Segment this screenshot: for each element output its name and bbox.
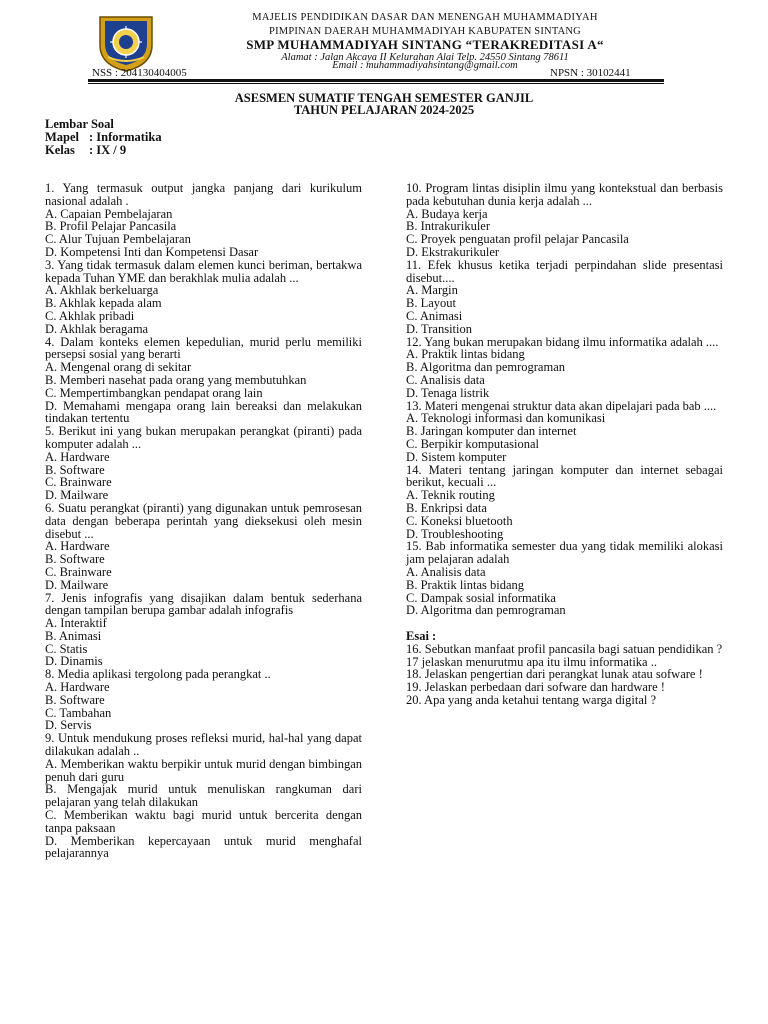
question-block — [45, 425, 362, 502]
answer-option: A. Praktik lintas bidang — [406, 347, 525, 362]
question-text: 7. Jenis infografis yang disajikan dalam bentuk sederhana dengan tampilan berupa gambar adalah infografis — [45, 590, 362, 618]
answer-option: A. Interaktif — [45, 616, 107, 631]
answer-option: D. Mailware — [45, 488, 109, 503]
mapel-value: : Informatika — [89, 130, 162, 144]
answer-option: A. Margin — [406, 283, 458, 298]
essay-question: 19. Jelaskan perbedaan dari sofware dan hardware ! — [406, 680, 665, 695]
answer-option: B. Praktik lintas bidang — [406, 577, 525, 592]
answer-option: B. Mengajak murid untuk menuliskan rangkuman dari pelajaran yang telah dilakukan — [45, 782, 362, 810]
mapel-label: Mapel — [45, 130, 80, 144]
answer-option: B. Software — [45, 552, 105, 567]
question-block — [45, 182, 362, 259]
answer-option: A. Analisis data — [406, 564, 486, 579]
answer-option: C. Analisis data — [406, 372, 485, 387]
question-block — [45, 336, 362, 426]
answer-option: B. Memberi nasehat pada orang yang membutuhkan — [45, 372, 307, 387]
letterhead — [0, 0, 768, 90]
question-text: 11. Efek khusus ketika terjadi perpindahan slide presentasi disebut.... — [406, 257, 723, 285]
letterhead-line1: MAJELIS PENDIDIKAN DASAR DAN MENENGAH MUHAMMADIYAH — [252, 12, 598, 23]
answer-option: D. Servis — [45, 718, 92, 733]
answer-option: C. Proyek penguatan profil pelajar Pancasila — [406, 232, 629, 247]
answer-option: D. Ekstrakurikuler — [406, 244, 500, 259]
answer-option: D. Transition — [406, 321, 472, 336]
questions-right-column — [406, 182, 723, 707]
question-text: 12. Yang bukan merupakan bidang ilmu informatika adalah .... — [406, 334, 719, 349]
essay-question: 18. Jelaskan pengertian dari perangkat lunak atau sofware ! — [406, 667, 703, 682]
exam-meta — [45, 118, 162, 157]
answer-option: C. Statis — [45, 641, 88, 656]
question-text: 6. Suatu perangkat (piranti) yang digunakan untuk pemrosesan data dengan beberapa perintah yang dieksekusi oleh mesin disebut ... — [45, 500, 362, 541]
question-text: 9. Untuk mendukung proses refleksi murid, hal-hal yang dapat dilakukan adalah .. — [45, 731, 362, 759]
answer-option: B. Software — [45, 692, 105, 707]
answer-option: C. Akhlak pribadi — [45, 308, 135, 323]
letterhead-rule-thin — [88, 83, 664, 84]
question-block — [406, 540, 723, 617]
answer-option: C. Alur Tujuan Pembelajaran — [45, 232, 191, 247]
question-text: 13. Materi mengenai struktur data akan dipelajari pada bab .... — [406, 398, 717, 413]
answer-option: C. Brainware — [45, 475, 112, 490]
answer-option: B. Profil Pelajar Pancasila — [45, 219, 177, 234]
exam-year: TAHUN PELAJARAN 2024-2025 — [293, 103, 475, 117]
answer-option: B. Software — [45, 462, 105, 477]
answer-option: D. Algoritma dan pemrograman — [406, 603, 566, 618]
answer-option: A. Hardware — [45, 680, 110, 695]
question-block — [45, 732, 362, 860]
essay-heading: Esai : — [406, 629, 437, 644]
school-email: Email : muhammadiyahsintang@gmail.com — [332, 60, 518, 71]
answer-option: A. Hardware — [45, 539, 110, 554]
answer-option: D. Dinamis — [45, 654, 103, 669]
question-block — [406, 182, 723, 259]
answer-option: D. Troubleshooting — [406, 526, 504, 541]
question-block — [406, 336, 723, 400]
question-block — [406, 259, 723, 336]
answer-option: C. Dampak sosial informatika — [406, 590, 556, 605]
question-block — [45, 668, 362, 732]
answer-option: D. Akhlak beragama — [45, 321, 149, 336]
question-text: 4. Dalam konteks elemen kepedulian, murid perlu memiliki persepsi sosial yang berarti — [45, 334, 362, 362]
question-text: 8. Media aplikasi tergolong pada perangkat .. — [45, 667, 271, 682]
answer-option: A. Teknik routing — [406, 488, 495, 503]
answer-option: D. Memahami mengapa orang lain bereaksi dan melakukan tindakan tertentu — [45, 398, 362, 426]
kelas-row — [45, 144, 162, 157]
answer-option: A. Hardware — [45, 449, 110, 464]
essay-question: 17 jelaskan menurutmu apa itu ilmu informatika .. — [406, 654, 657, 669]
question-text: 5. Berikut ini yang bukan merupakan perangkat (piranti) pada komputer adalah ... — [45, 424, 362, 451]
sheet-label: Lembar Soal — [45, 117, 114, 131]
answer-option: D. Memberikan kepercayaan untuk murid menghafal pelajarannya — [45, 833, 362, 861]
question-text: 1. Yang termasuk output jangka panjang dari kurikulum nasional adalah . — [45, 181, 362, 208]
answer-option: C. Mempertimbangkan pendapat orang lain — [45, 385, 263, 400]
npsn-number: NPSN : 30102441 — [550, 67, 631, 79]
question-text: 15. Bab informatika semester dua yang tidak memiliki alokasi jam pelajaran adalah — [406, 539, 723, 567]
letterhead-rule-thick — [88, 79, 664, 82]
answer-option: B. Animasi — [45, 628, 102, 643]
school-address: Alamat : Jalan Akcaya II Kelurahan Alai Telp. 24550 Sintang 78611 — [281, 52, 569, 63]
exam-title: ASESMEN SUMATIF TENGAH SEMESTER GANJIL — [234, 91, 534, 105]
answer-option: C. Animasi — [406, 308, 463, 323]
answer-option: D. Kompetensi Inti dan Kompetensi Dasar — [45, 244, 259, 259]
answer-option: C. Koneksi bluetooth — [406, 513, 513, 528]
answer-option: B. Jaringan komputer dan internet — [406, 424, 577, 439]
answer-option: A. Mengenal orang di sekitar — [45, 360, 192, 375]
school-logo-emblem — [96, 11, 156, 73]
school-name: SMP MUHAMMADIYAH SINTANG “TERAKREDITASI A“ — [246, 37, 604, 52]
answer-option: D. Mailware — [45, 577, 109, 592]
question-text: 3. Yang tidak termasuk dalam elemen kunci beriman, bertakwa kepada Tuhan YME dan berakhlak mulia adalah ... — [45, 257, 362, 285]
answer-option: C. Berpikir komputasional — [406, 436, 539, 451]
answer-option: B. Intrakurikuler — [406, 219, 491, 234]
question-block — [45, 259, 362, 336]
letterhead-line2: PIMPINAN DAERAH MUHAMMADIYAH KABUPATEN SINTANG — [269, 26, 581, 37]
question-block — [406, 464, 723, 541]
answer-option: C. Brainware — [45, 564, 112, 579]
answer-option: A. Budaya kerja — [406, 206, 488, 221]
question-block — [406, 400, 723, 464]
essay-question: 20. Apa yang anda ketahui tentang warga digital ? — [406, 693, 657, 708]
questions-left-column — [45, 182, 362, 860]
answer-option: D. Tenaga listrik — [406, 385, 490, 400]
answer-option: A. Teknologi informasi dan komunikasi — [406, 411, 606, 426]
nss-number: NSS : 204130404005 — [92, 67, 187, 79]
answer-option: B. Layout — [406, 296, 456, 311]
question-text: 10. Program lintas disiplin ilmu yang kontekstual dan berbasis pada kebutuhan dunia kerja adalah ... — [406, 181, 723, 208]
answer-option: C. Tambahan — [45, 705, 112, 720]
answer-option: C. Memberikan waktu bagi murid untuk bercerita dengan tanpa paksaan — [45, 808, 362, 835]
answer-option: D. Sistem komputer — [406, 449, 507, 464]
answer-option: A. Akhlak berkeluarga — [45, 283, 159, 298]
question-block — [45, 502, 362, 592]
answer-option: A. Memberikan waktu berpikir untuk murid dengan bimbingan penuh dari guru — [45, 756, 362, 784]
kelas-label: Kelas — [45, 143, 75, 157]
answer-option: B. Akhlak kepada alam — [45, 296, 162, 311]
question-text: 14. Materi tentang jaringan komputer dan internet sebagai berikut, kecuali ... — [406, 462, 723, 490]
answer-option: B. Algoritma dan pemrograman — [406, 360, 565, 375]
question-block — [45, 592, 362, 669]
kelas-value: : IX / 9 — [89, 143, 127, 157]
answer-option: B. Enkripsi data — [406, 500, 487, 515]
answer-option: A. Capaian Pembelajaran — [45, 206, 173, 221]
essay-question: 16. Sebutkan manfaat profil pancasila bagi satuan pendidikan ? — [406, 641, 723, 656]
